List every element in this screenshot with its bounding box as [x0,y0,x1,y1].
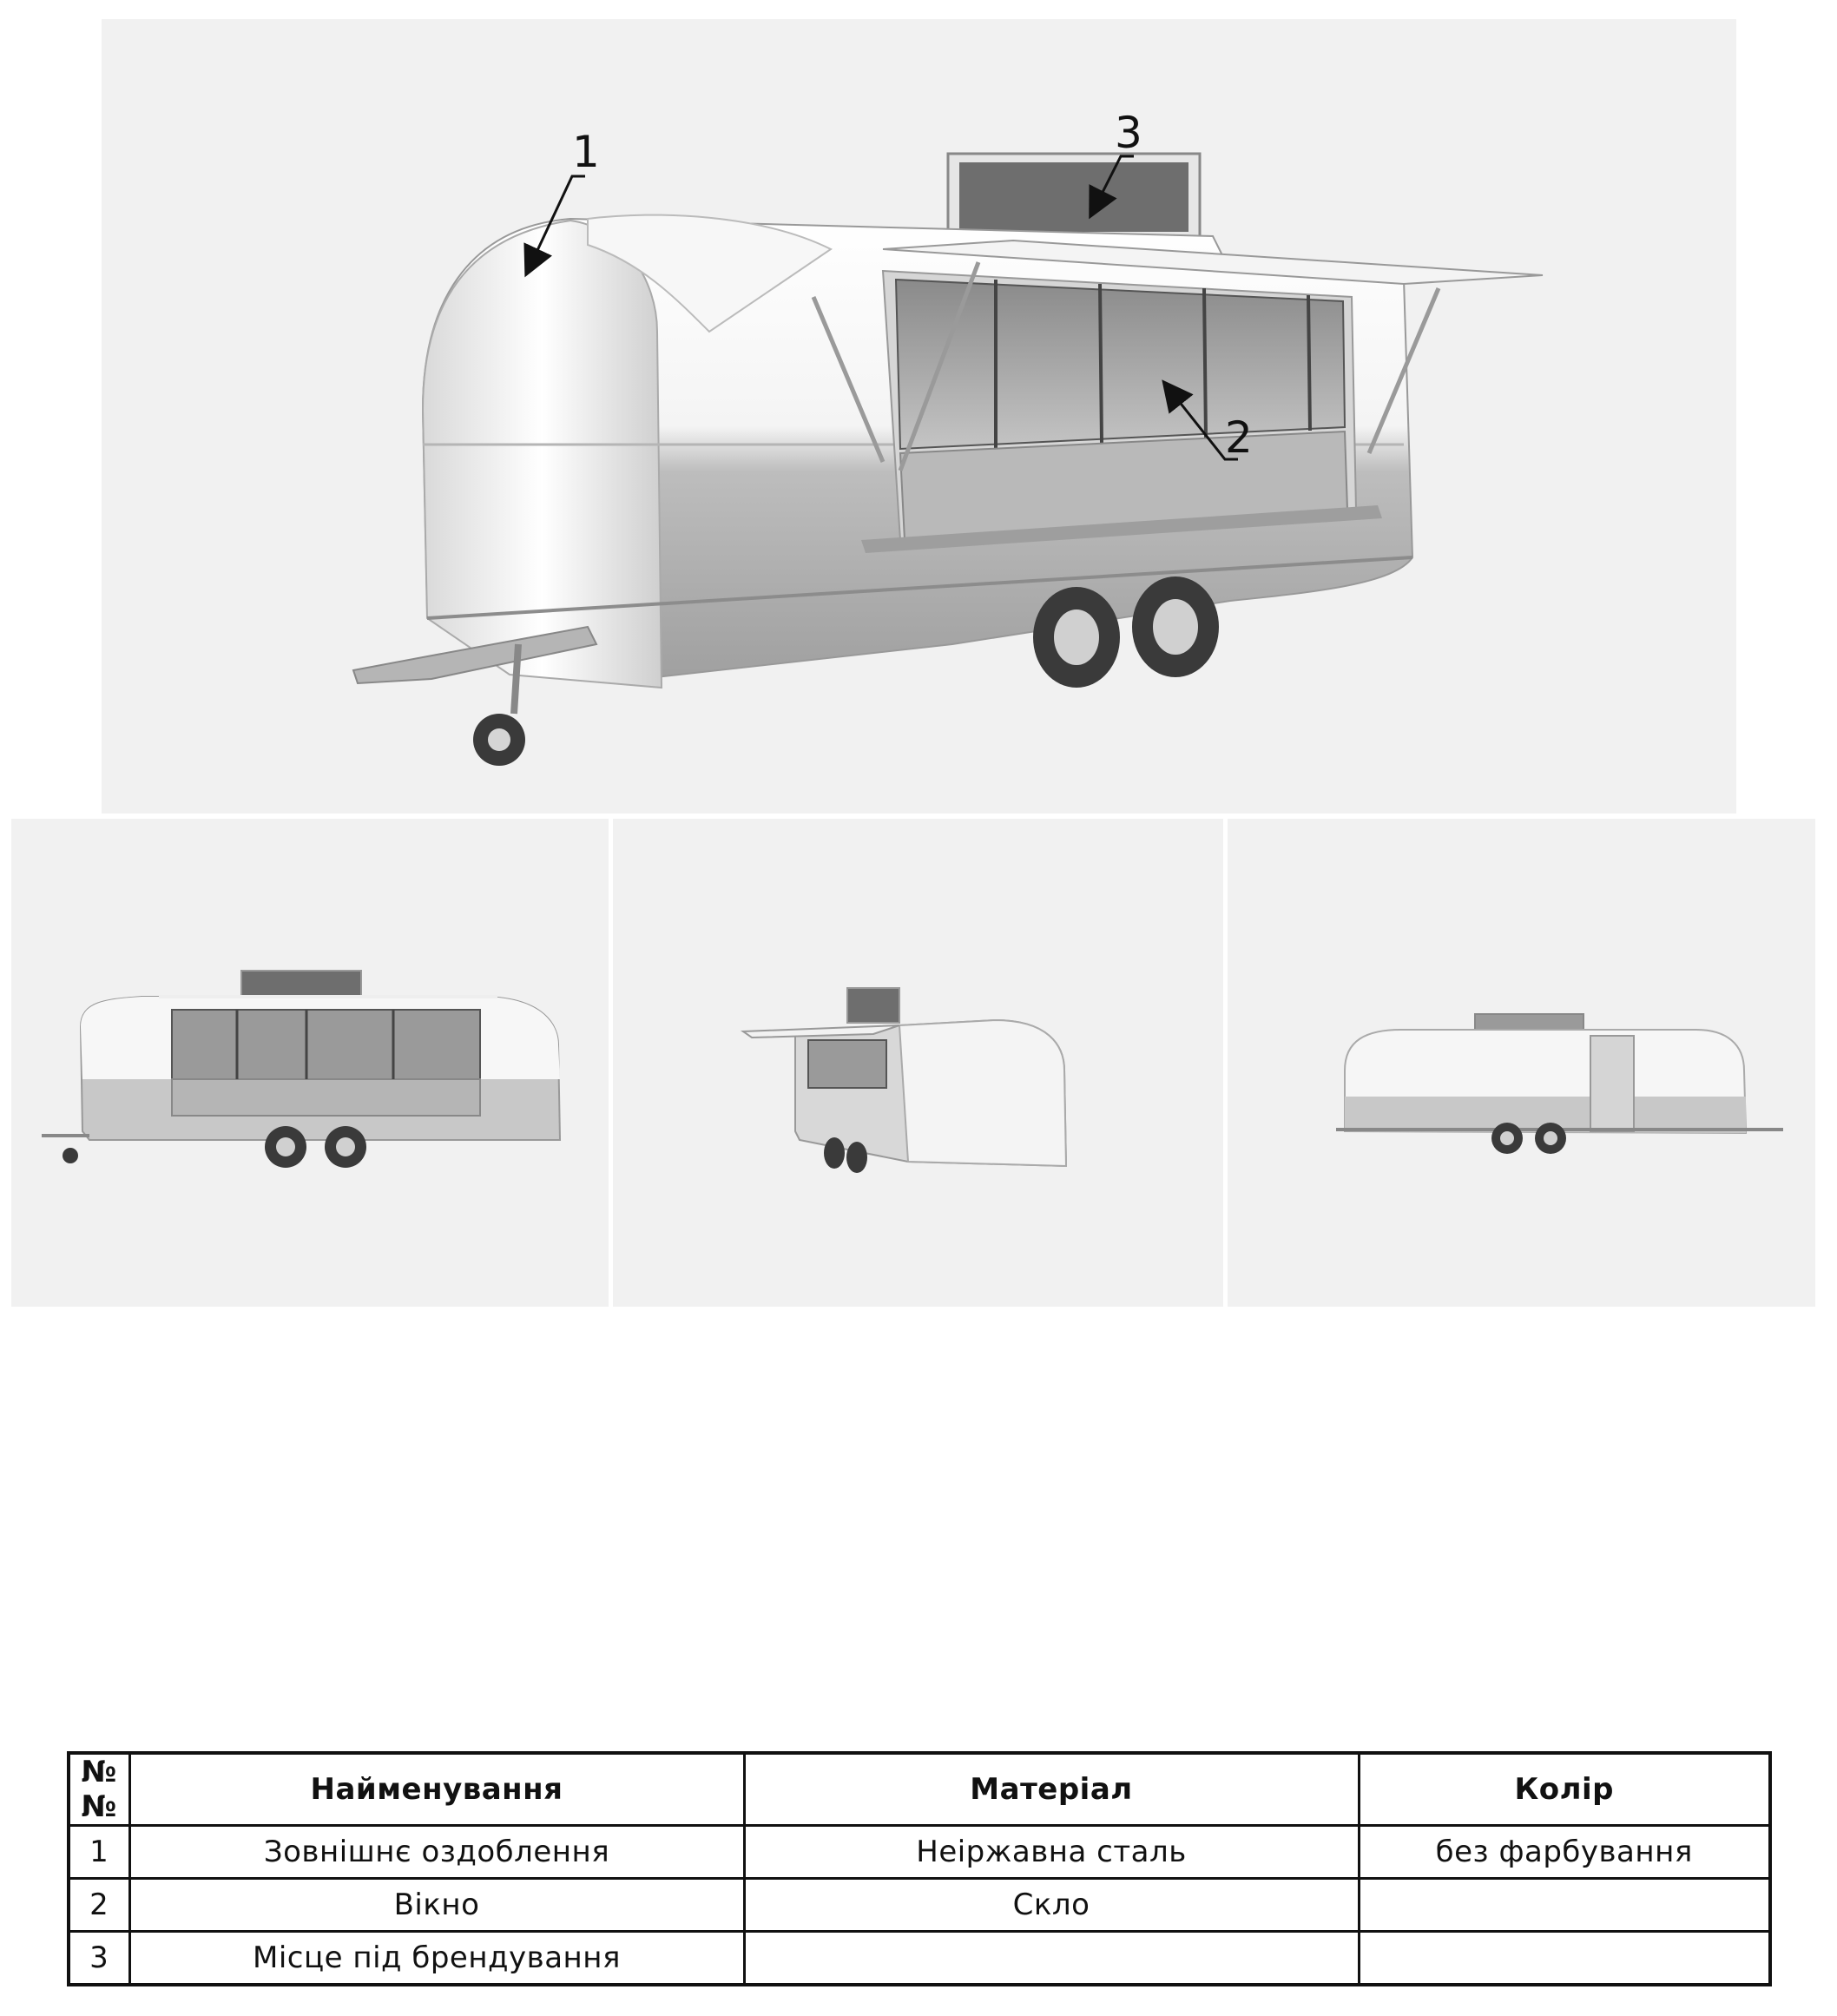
row-material [744,1932,1359,1986]
trailer-opposite-side-render [1228,819,1815,1307]
trailer-rear-render [613,819,1223,1307]
serving-window [861,271,1382,553]
row-number: 2 [69,1879,129,1932]
callout-label-2: 2 [1225,412,1253,463]
callout-label-1: 1 [572,127,600,177]
row-material: Скло [744,1879,1359,1932]
row-material: Неіржавна сталь [744,1826,1359,1879]
table-row [69,1826,1770,1879]
opposite-view-signboard [1475,1014,1584,1030]
trailer-side-render [11,819,609,1307]
header-material: Матеріал [744,1753,1359,1826]
row-number: 3 [69,1932,129,1986]
trailer-main-render [102,19,1736,814]
row-color [1359,1932,1770,1986]
side-view-signboard [241,971,361,998]
row-name: Вікно [129,1879,744,1932]
table-row [69,1879,1770,1932]
rear-view-body [743,1020,1066,1166]
row-name: Зовнішнє оздоблення [129,1826,744,1879]
table-header-row [69,1753,1770,1826]
row-color [1359,1879,1770,1932]
callout-label-3: 3 [1115,108,1142,158]
main-view-panel [102,19,1736,814]
branding-signboard [948,154,1200,240]
header-name: Найменування [129,1753,744,1826]
rear-view-signboard [847,988,899,1023]
specification-table [67,1751,1772,1986]
opposite-view-body [1336,1030,1783,1133]
side-view-panel [11,819,609,1307]
row-color: без фарбування [1359,1826,1770,1879]
row-name: Місце під брендування [129,1932,744,1986]
table-row [69,1932,1770,1986]
tow-hitch [353,627,596,766]
row-number: 1 [69,1826,129,1879]
opposite-side-view-panel [1228,819,1815,1307]
header-color: Колір [1359,1753,1770,1826]
rear-view-panel [613,819,1223,1307]
side-view-body [42,997,560,1140]
header-number: №№ [69,1753,129,1826]
